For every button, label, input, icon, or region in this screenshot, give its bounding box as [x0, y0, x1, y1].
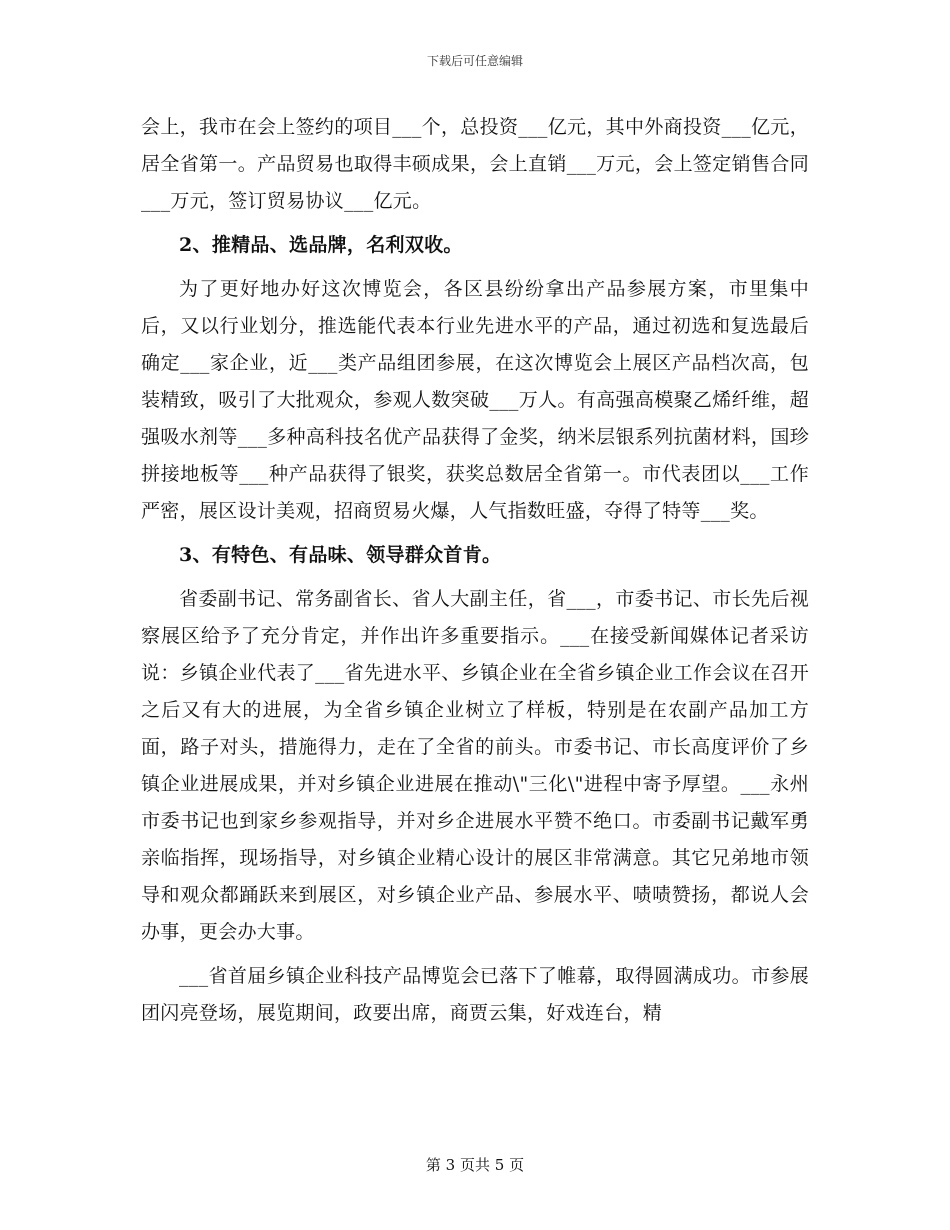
page-header: 下载后可任意编辑: [426, 54, 523, 68]
section-heading-3: 3、有特色、有品味、领导群众首肯。: [179, 544, 502, 566]
paragraph-summary: 会上，我市在会上签约的项目___个，总投资___亿元，其中外商投资___亿元，居全省第一。产品贸易也取得丰硕成果，会上直销___万元，会上签定销售合同___万元，签订贸易协议___亿元。: [141, 116, 809, 212]
paragraph-leaders: 省委副书记、常务副省长、省人大副主任，省___，市委书记、市长先后视察展区给予了充分肯定，并作出许多重要指示。___在接受新闻媒体记者采访说：乡镇企业代表了___省先进水平、乡镇企业在全省乡镇企业工作会议在召开之后又有大的进展，为全省乡镇企业树立了样板，特别是在农副产品加工方面，路子对头，措施得力，走在了全省的前头。市委书记、市长高度评价了乡镇企业进展成果，并对乡镇企业进展在推动\"三化\"进程中寄予厚望。___永州市委书记也到家乡参观指导，并对乡企进展水平赞不绝口。市委副书记戴军勇亲临指挥，现场指导，对乡镇企业精心设计的展区非常满意。其它兄弟地市领导和观众都踊跃来到展区，对乡镇企业产品、参展水平、啧啧赞扬，都说人会办事，更会办大事。: [141, 588, 809, 943]
document-body: [141, 109, 809, 1032]
section-heading-2: 2、推精品、选品牌，名利双收。: [179, 234, 463, 256]
page-number: 第 3 页共 5 页: [425, 1156, 525, 1174]
paragraph-closing: ___省首届乡镇企业科技产品博览会已落下了帷幕，取得圆满成功。市参展团闪亮登场，展览期间，政要出席，商贾云集，好戏连台，精: [141, 965, 809, 1024]
paragraph-products: 为了更好地办好这次博览会，各区县纷纷拿出产品参展方案，市里集中后，又以行业划分，推选能代表本行业先进水平的产品，通过初选和复选最后确定___家企业，近___类产品组团参展，在这次博览会上展区产品档次高，包装精致，吸引了大批观众，参观人数突破___万人。有高强高模聚乙烯纤维，超强吸水剂等___多种高科技名优产品获得了金奖，纳米层银系列抗菌材料，国珍拼接地板等___种产品获得了银奖，获奖总数居全省第一。市代表团以___工作严密，展区设计美观，招商贸易火爆，人气指数旺盛，夺得了特等___奖。: [141, 278, 809, 522]
